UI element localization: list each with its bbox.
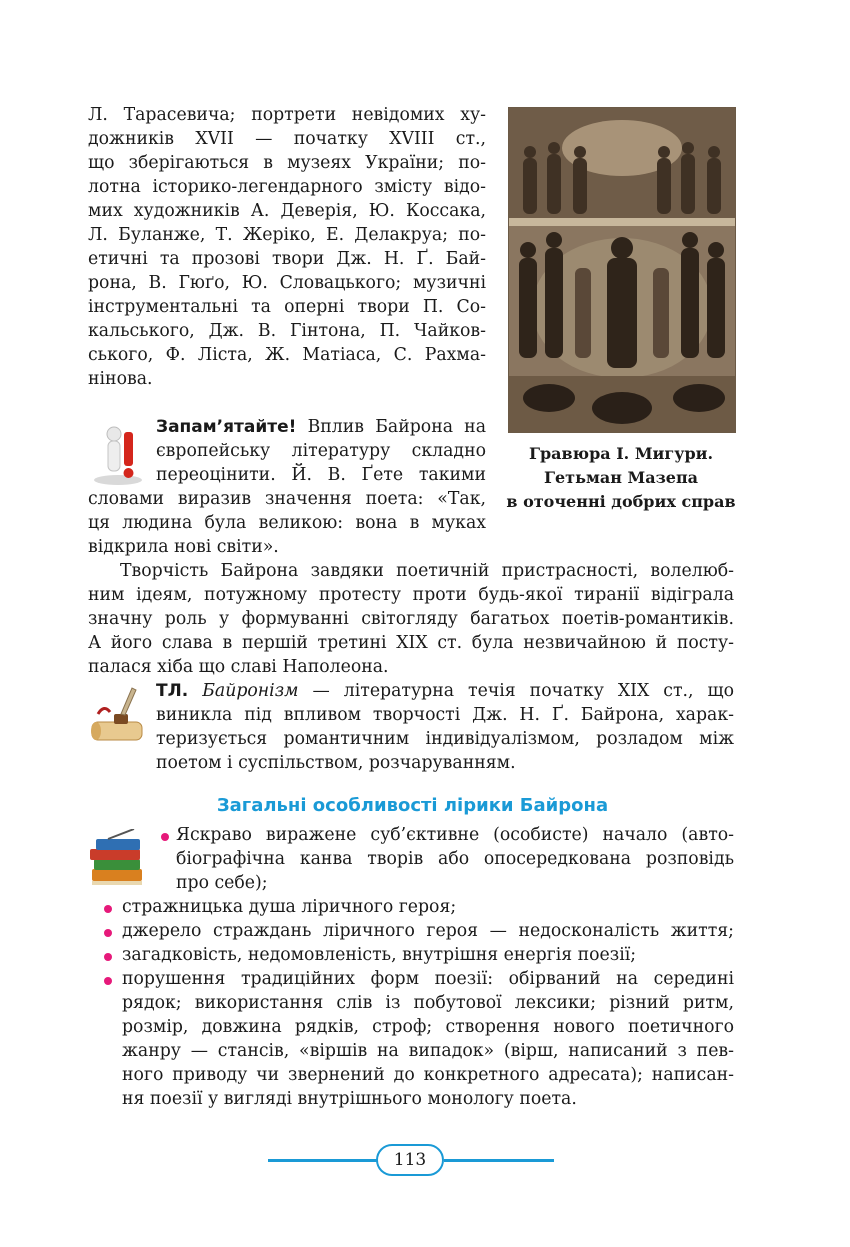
bullet-dot <box>104 929 112 937</box>
text-line: — літературна течія початку XIX ст., що <box>312 681 735 701</box>
text-line: лотна історико-легендарного змісту відо- <box>88 177 486 197</box>
text-line: теризується романтичним індивідуалізмом, розладом між <box>156 729 734 749</box>
text-line: європейську літературу складно <box>156 441 486 461</box>
text-line: порушення традиційних форм поезії: обірваний на середині <box>122 969 734 989</box>
text-line: ця людина була великою: вона в муках <box>88 513 486 533</box>
text-line: Яскраво виражене суб’єктивне (особисте) начало (авто- <box>176 825 734 845</box>
term: Байронізм <box>202 681 299 701</box>
footer-line-right <box>444 1159 554 1162</box>
remember-heading: Запам’ятайте! <box>156 417 297 437</box>
text-line: А його слава в першій третині XIX ст. була незвичайною й посту- <box>88 633 734 653</box>
caption-line: в оточенні добрих справ <box>506 492 736 511</box>
text-line: інструментальні та оперні твори П. Со- <box>88 297 486 317</box>
text-line: про себе); <box>176 873 268 893</box>
theory-definition <box>156 679 734 775</box>
remember-block <box>88 415 486 559</box>
text-line: кальського, Дж. В. Гінтона, П. Чайков- <box>88 321 486 341</box>
text-line: ним ідеям, потужному протесту проти будь-якої тиранії відіграла <box>88 585 734 605</box>
bullet-dot <box>104 977 112 985</box>
text-line: словами виразив значення поета: «Так, <box>88 489 486 509</box>
text-line: що зберігаються в музеях України; по- <box>88 153 486 173</box>
text-line: Л. Тарасевича; портрети невідомих ху- <box>88 105 486 125</box>
text-line: джерело страждань ліричного героя — недосконалість життя; <box>122 921 734 941</box>
text-line: Л. Буланже, Т. Жеріко, Е. Делакруа; по- <box>88 225 486 245</box>
list-item <box>176 823 734 895</box>
text-line: рядок; використання слів із побутової лексики; різний ритм, <box>122 993 734 1013</box>
page-number: 113 <box>376 1144 444 1176</box>
engraving-caption <box>500 442 742 514</box>
section-title: Загальні особливості лірики Байрона <box>216 795 609 816</box>
text-line: Вплив Байрона на <box>307 417 486 437</box>
text-line: стражницька душа ліричного героя; <box>122 897 457 917</box>
text-line: ня поезії у вигляді внутрішнього монологу поета. <box>122 1089 577 1109</box>
list-item <box>122 919 734 943</box>
list-item <box>122 895 734 919</box>
text-line: дожників XVII — початку XVIII ст., <box>88 129 486 149</box>
text-line: Творчість Байрона завдяки поетичній пристрасності, волелюб- <box>120 561 734 581</box>
text-line: палася хіба що славі Наполеона. <box>88 657 389 677</box>
text-line: жанру — стансів, «віршів на випадок» (вірш, написаний з пев- <box>122 1041 734 1061</box>
definition-first-line <box>156 679 734 703</box>
bullet-dot <box>104 905 112 913</box>
page-number-footer <box>268 1144 554 1178</box>
remember-first-line <box>88 415 486 439</box>
tl-label: ТЛ. <box>156 681 189 701</box>
books-icon <box>88 829 146 891</box>
text-line: значну роль у формуванні світогляду багатьох поетів-романтиків. <box>88 609 734 629</box>
text-line: переоцінити. Й. В. Ґете такими <box>156 465 486 485</box>
text-line: загадковість, недомовленість, внутрішня енергія поезії; <box>122 945 637 965</box>
byron-influence-paragraph <box>88 559 734 679</box>
caption-line: Гетьман Мазепа <box>543 468 699 487</box>
text-line: рона, В. Гюґо, Ю. Словацького; музичні <box>88 273 486 293</box>
engraving-image <box>508 107 736 433</box>
text-line: ського, Ф. Ліста, Ж. Матіаса, С. Рахма- <box>88 345 486 365</box>
intro-paragraph <box>88 103 486 391</box>
text-line: етичні та прозові твори Дж. Н. Ґ. Бай- <box>88 249 486 269</box>
text-line: біографічна канва творів або опосередкована розповідь <box>176 849 734 869</box>
text-line: ного приводу чи звернений до конкретного адресата); написан- <box>122 1065 734 1085</box>
footer-line-left <box>268 1159 378 1162</box>
caption-line: Гравюра І. Мигури. <box>528 444 714 463</box>
bullet-dot <box>104 953 112 961</box>
engraving-illustration <box>509 108 735 432</box>
text-line: мих художників А. Деверія, Ю. Коссака, <box>88 201 486 221</box>
text-line: поетом і суспільством, розчаруванням. <box>156 753 516 773</box>
text-line: відкрила нові світи». <box>88 537 279 557</box>
text-line: виникла під впливом творчості Дж. Н. Ґ. Байрона, харак- <box>156 705 734 725</box>
text-line: нінова. <box>88 369 153 389</box>
list-item <box>122 967 734 1111</box>
text-line: розмір, довжина рядків, строф; створення нового поетичного <box>122 1017 734 1037</box>
quill-scroll-icon <box>88 684 148 748</box>
list-item <box>122 943 734 967</box>
bullet-dot <box>161 833 169 841</box>
